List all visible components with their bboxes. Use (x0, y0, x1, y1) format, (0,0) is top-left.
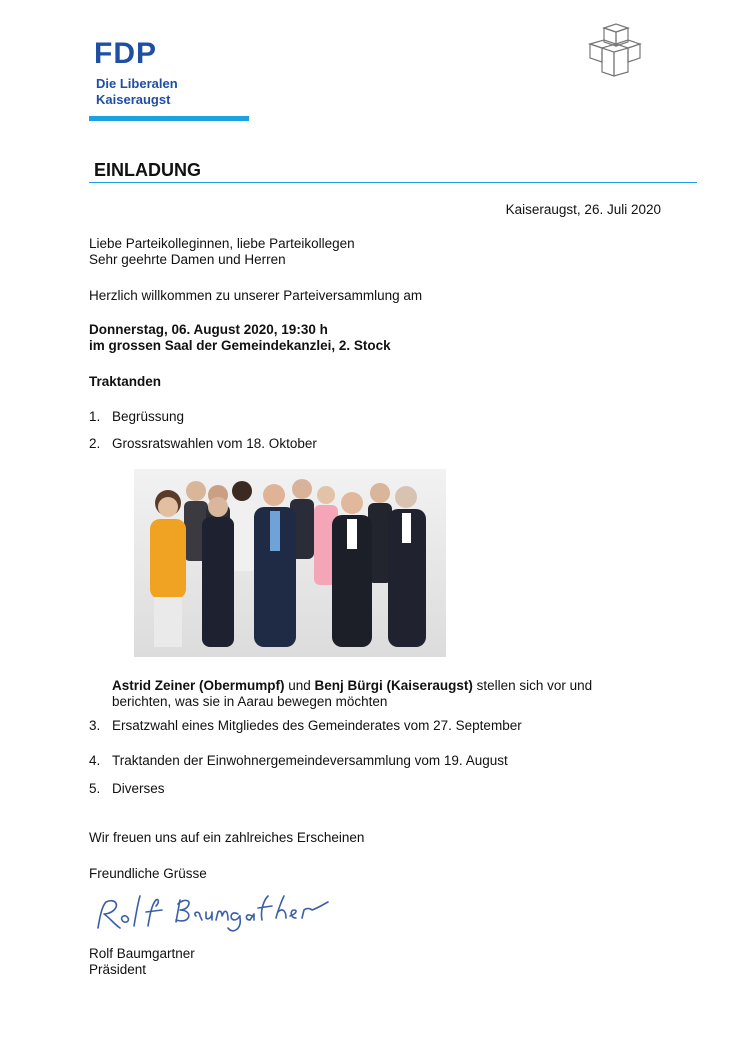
logo-location: Kaiseraugst (96, 92, 171, 107)
agenda-number: 1. (89, 409, 101, 424)
closing-text: Wir freuen uns auf ein zahlreiches Erscheinen (89, 830, 365, 845)
event-date: Donnerstag, 06. August 2020, 19:30 h (89, 322, 328, 337)
event-location: im grossen Saal der Gemeindekanzlei, 2. Stock (89, 338, 391, 353)
logo-underline (89, 116, 249, 121)
agenda-item (89, 436, 317, 452)
agenda-heading: Traktanden (89, 374, 162, 389)
letter-date: Kaiseraugst, 26. Juli 2020 (505, 202, 661, 217)
agenda-text: Grossratswahlen vom 18. Oktober (112, 436, 317, 451)
agenda-text: Ersatzwahl eines Mitgliedes des Gemeinderates vom 27. September (112, 718, 522, 733)
kaiseraugst-cross-icon (584, 22, 644, 80)
fdp-logo: FDP (94, 37, 157, 70)
signer-name: Rolf Baumgartner (89, 946, 195, 961)
agenda-text: Begrüssung (112, 409, 185, 424)
agenda-text: Traktanden der Einwohnergemeindeversammlung vom 19. August (112, 753, 508, 768)
greeting-line: Sehr geehrte Damen und Herren (89, 252, 286, 267)
photo-caption (112, 678, 672, 710)
title-divider (89, 182, 697, 183)
agenda-number: 2. (89, 436, 101, 451)
caption-line (112, 678, 672, 694)
intro-text: Herzlich willkommen zu unserer Parteiversammlung am (89, 288, 423, 303)
agenda-item (89, 718, 522, 734)
caption-text: stellen sich vor und (472, 678, 593, 693)
agenda-item (89, 781, 165, 797)
document-title: EINLADUNG (94, 160, 201, 180)
agenda-number: 3. (89, 718, 101, 733)
agenda-number: 4. (89, 753, 101, 768)
candidate-name: Benj Bürgi (Kaiseraugst) (314, 678, 473, 693)
caption-line: berichten, was sie in Aarau bewegen möchten (112, 694, 388, 709)
agenda-item (89, 409, 184, 425)
agenda-item (89, 753, 508, 769)
event-details (89, 322, 391, 354)
greeting (89, 236, 355, 268)
logo-subtitle: Die Liberalen (96, 76, 178, 91)
group-photo (134, 469, 446, 657)
candidate-name: Astrid Zeiner (Obermumpf) (112, 678, 285, 693)
agenda-number: 5. (89, 781, 101, 796)
signature-block (89, 946, 195, 978)
signature-image (92, 890, 332, 938)
caption-connector: und (284, 678, 315, 693)
regards-text: Freundliche Grüsse (89, 866, 207, 881)
agenda-text: Diverses (112, 781, 165, 796)
greeting-line: Liebe Parteikolleginnen, liebe Parteikollegen (89, 236, 355, 251)
signer-role: Präsident (89, 962, 147, 977)
